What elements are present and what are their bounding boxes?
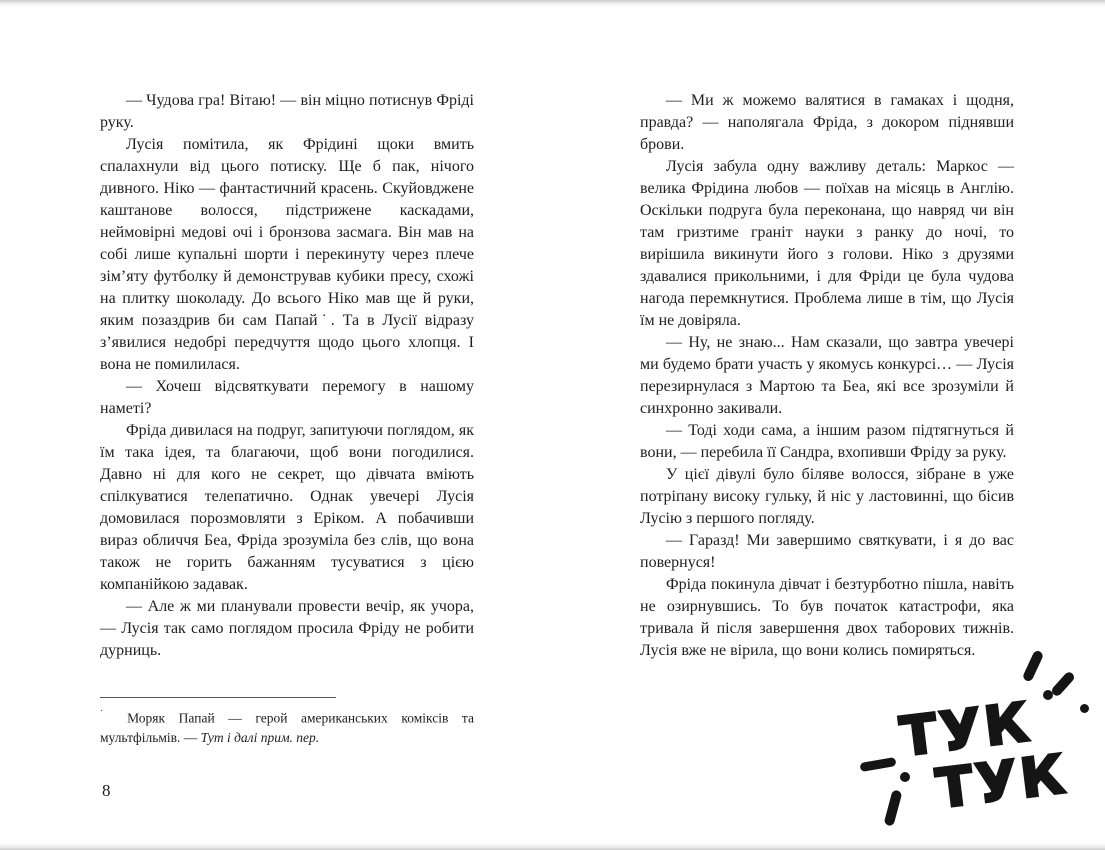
paragraph: — Гаразд! Ми завершимо святкувати, і я до вас повернуся! — [640, 532, 1014, 571]
page-number: 8 — [102, 781, 111, 800]
spark-exclamation-dot-icon — [900, 772, 910, 782]
spark-exclamation-bar-icon — [1022, 649, 1045, 682]
footnote-text — [100, 705, 474, 747]
paragraph: — Тоді ходи сама, а іншим разом підтягнуться й вони, — перебила її Сандра, вхопивши Фріду за руку. — [640, 422, 1014, 461]
paragraph: Фріда дивилася на подруг, запитуючи поглядом, як їм така ідея, та благаючи, щоб вони погодилися. Давно ні для кого не секрет, що дівчата вміють спілкуватися телепатично. Однак увечері Лусія домовилася порозмовляти з Еріком. А побачивши вираз обличчя Беа, Фріда зрозуміла без слів, що вона також не горить бажанням тусуватися з цією компанійкою задавак. — [100, 422, 474, 593]
paragraph: — Чудова гра! Вітаю! — він міцно потиснув Фріді руку. — [100, 92, 474, 131]
paragraph: — Ми ж можемо валятися в гамаках і щодня, правда? — наполягала Фріда, з докором піднявши брови. — [640, 92, 1014, 153]
spark-exclamation-bar-icon — [884, 789, 903, 826]
knock-knock-doodle — [852, 642, 1105, 850]
spark-exclamation-dot-icon — [1080, 704, 1089, 713]
spark-exclamation-bar-icon — [1050, 670, 1076, 697]
paragraph: Лусія помітила, як Фрідині щоки вмить спалахнули від цього потиску. Ще б пак, нічого дивного. Ніко — фантастичний красень. Скуйовджене каштанове волосся, підстрижене каскадами, неймовірні медові очі і бронзова засмага. Він мав на собі лише купальні шорти і перекинуту через плече зім’яту футболку й демонстрував кубики пресу, схожі на плитку шоколаду. До всього Ніко мав ще й руки, яким позаздрив би сам Папай˙. Та в Лусії відразу з’явилися недобрі передчуття щодо цього хлопця. І вона не помилилася. — [100, 136, 474, 373]
right-text-column — [640, 90, 1014, 662]
paragraph: — Але ж ми планували провести вечір, як учора, — Лусія так само поглядом просила Фріду не робити дурниць. — [100, 598, 474, 659]
paragraph: У цієї дівулі було біляве волосся, зібране в уже потріпану високу гульку, й ніс у ластовинні, що бісив Лусію з першого погляду. — [640, 466, 1014, 527]
paragraph: — Ну, не знаю... Нам сказали, що завтра увечері ми будемо брати участь у якомусь конкурсі… — Лусія перезирнулася з Мартою та Беа, які все зрозуміли й синхронно закивали. — [640, 334, 1014, 417]
doodle-text-tuk-bottom: ТУК — [932, 742, 1071, 821]
left-text-column — [100, 90, 474, 662]
footnote-body: Моряк Папай — герой американських коміксів та мультфільмів. — — [100, 710, 474, 745]
paragraph: Лусія забула одну важливу деталь: Маркос — велика Фрідина любов — поїхав на місяць в Англію. Оскільки подруга була переконана, що навряд чи він там гризтиме граніт науки з ранку до ночі, то вирішила викинути його з голови. Ніко з друзями здавалися прикольними, і для Фріди це була чудова нагода перемкнутися. Проблема лише в тім, що Лусія їм не довіряла. — [640, 158, 1014, 329]
doodle-text-tuk-top: ТУК — [896, 690, 1035, 769]
spark-dash-icon — [859, 757, 896, 772]
paragraph: Фріда покинула дівчат і безтурботно пішла, навіть не озирнувшись. То був початок катастрофи, яка тривала й після завершення двох таборових тижнів. Лусія вже не вірила, що вони колись помиряться. — [640, 576, 1014, 659]
footnote-divider — [100, 697, 336, 698]
footnote-marker: ˙ — [100, 709, 114, 720]
footnote-translator-note: Тут і далі прим. пер. — [200, 729, 320, 745]
paragraph: — Хочеш відсвяткувати перемогу в нашому наметі? — [100, 378, 474, 417]
footnote — [100, 697, 474, 747]
page-edge-top — [0, 0, 1105, 7]
